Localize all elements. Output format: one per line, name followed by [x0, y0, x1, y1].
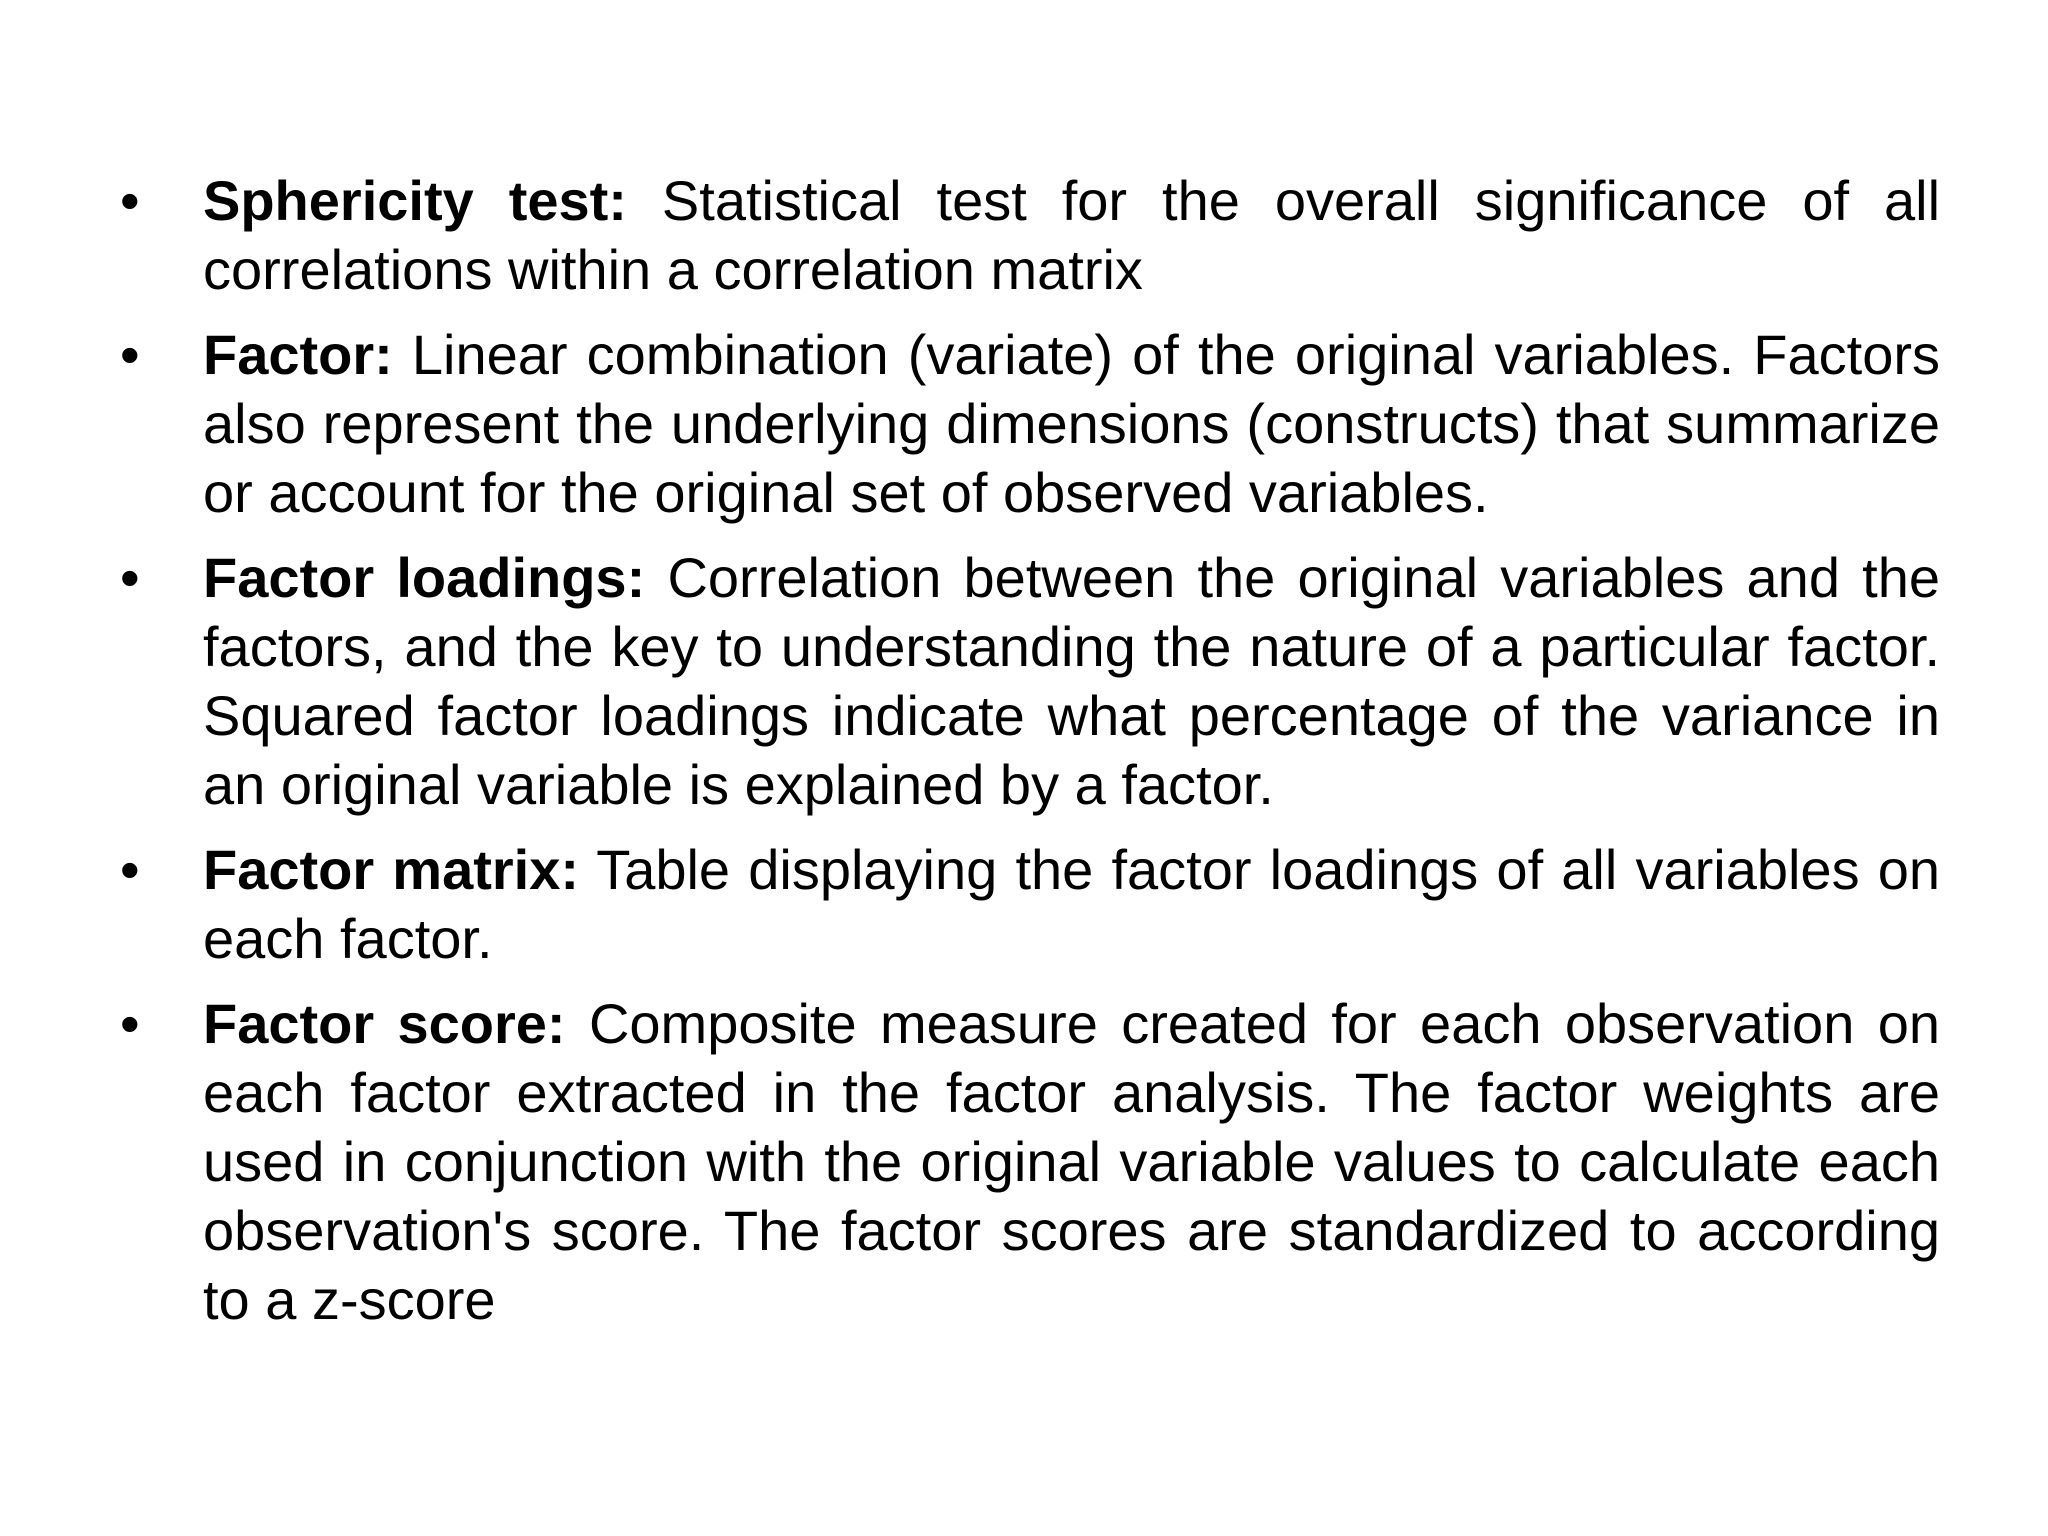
definition-list	[120, 166, 1940, 1350]
bullet-icon: •	[120, 169, 140, 232]
definition-item-factor-matrix	[120, 835, 1940, 973]
term-label: Factor loadings:	[203, 546, 646, 609]
term-label: Factor:	[203, 323, 393, 386]
definition-item-factor	[120, 320, 1940, 527]
bullet-icon: •	[120, 546, 140, 609]
term-label: Sphericity test:	[203, 169, 627, 232]
definition-text: Linear combination (variate) of the original variables. Factors also represent the underlying dimensions (constructs) that summarize or account for the original set of observed variables.	[203, 323, 1940, 524]
bullet-icon: •	[120, 323, 140, 386]
term-label: Factor matrix:	[203, 838, 580, 901]
bullet-icon: •	[120, 992, 140, 1055]
bullet-icon: •	[120, 838, 140, 901]
term-label: Factor score:	[203, 992, 566, 1055]
definition-item-sphericity-test	[120, 166, 1940, 304]
definition-item-factor-score	[120, 989, 1940, 1334]
definition-text: Statistical test for the overall significance of all correlations within a correlation matrix	[203, 169, 1941, 301]
definition-item-factor-loadings	[120, 543, 1940, 819]
definition-text: Composite measure created for each observation on each factor extracted in the factor analysis. The factor weights are used in conjunction with the original variable values to calculate each observation's score. The factor scores are standardized to according to a z-score	[203, 992, 1940, 1331]
definition-text: Table displaying the factor loadings of all variables on each factor.	[203, 838, 1941, 970]
definition-text: Correlation between the original variables and the factors, and the key to understanding the nature of a particular factor. Squared factor loadings indicate what percentage of the variance in an original variable is explained by a factor.	[203, 546, 1941, 816]
